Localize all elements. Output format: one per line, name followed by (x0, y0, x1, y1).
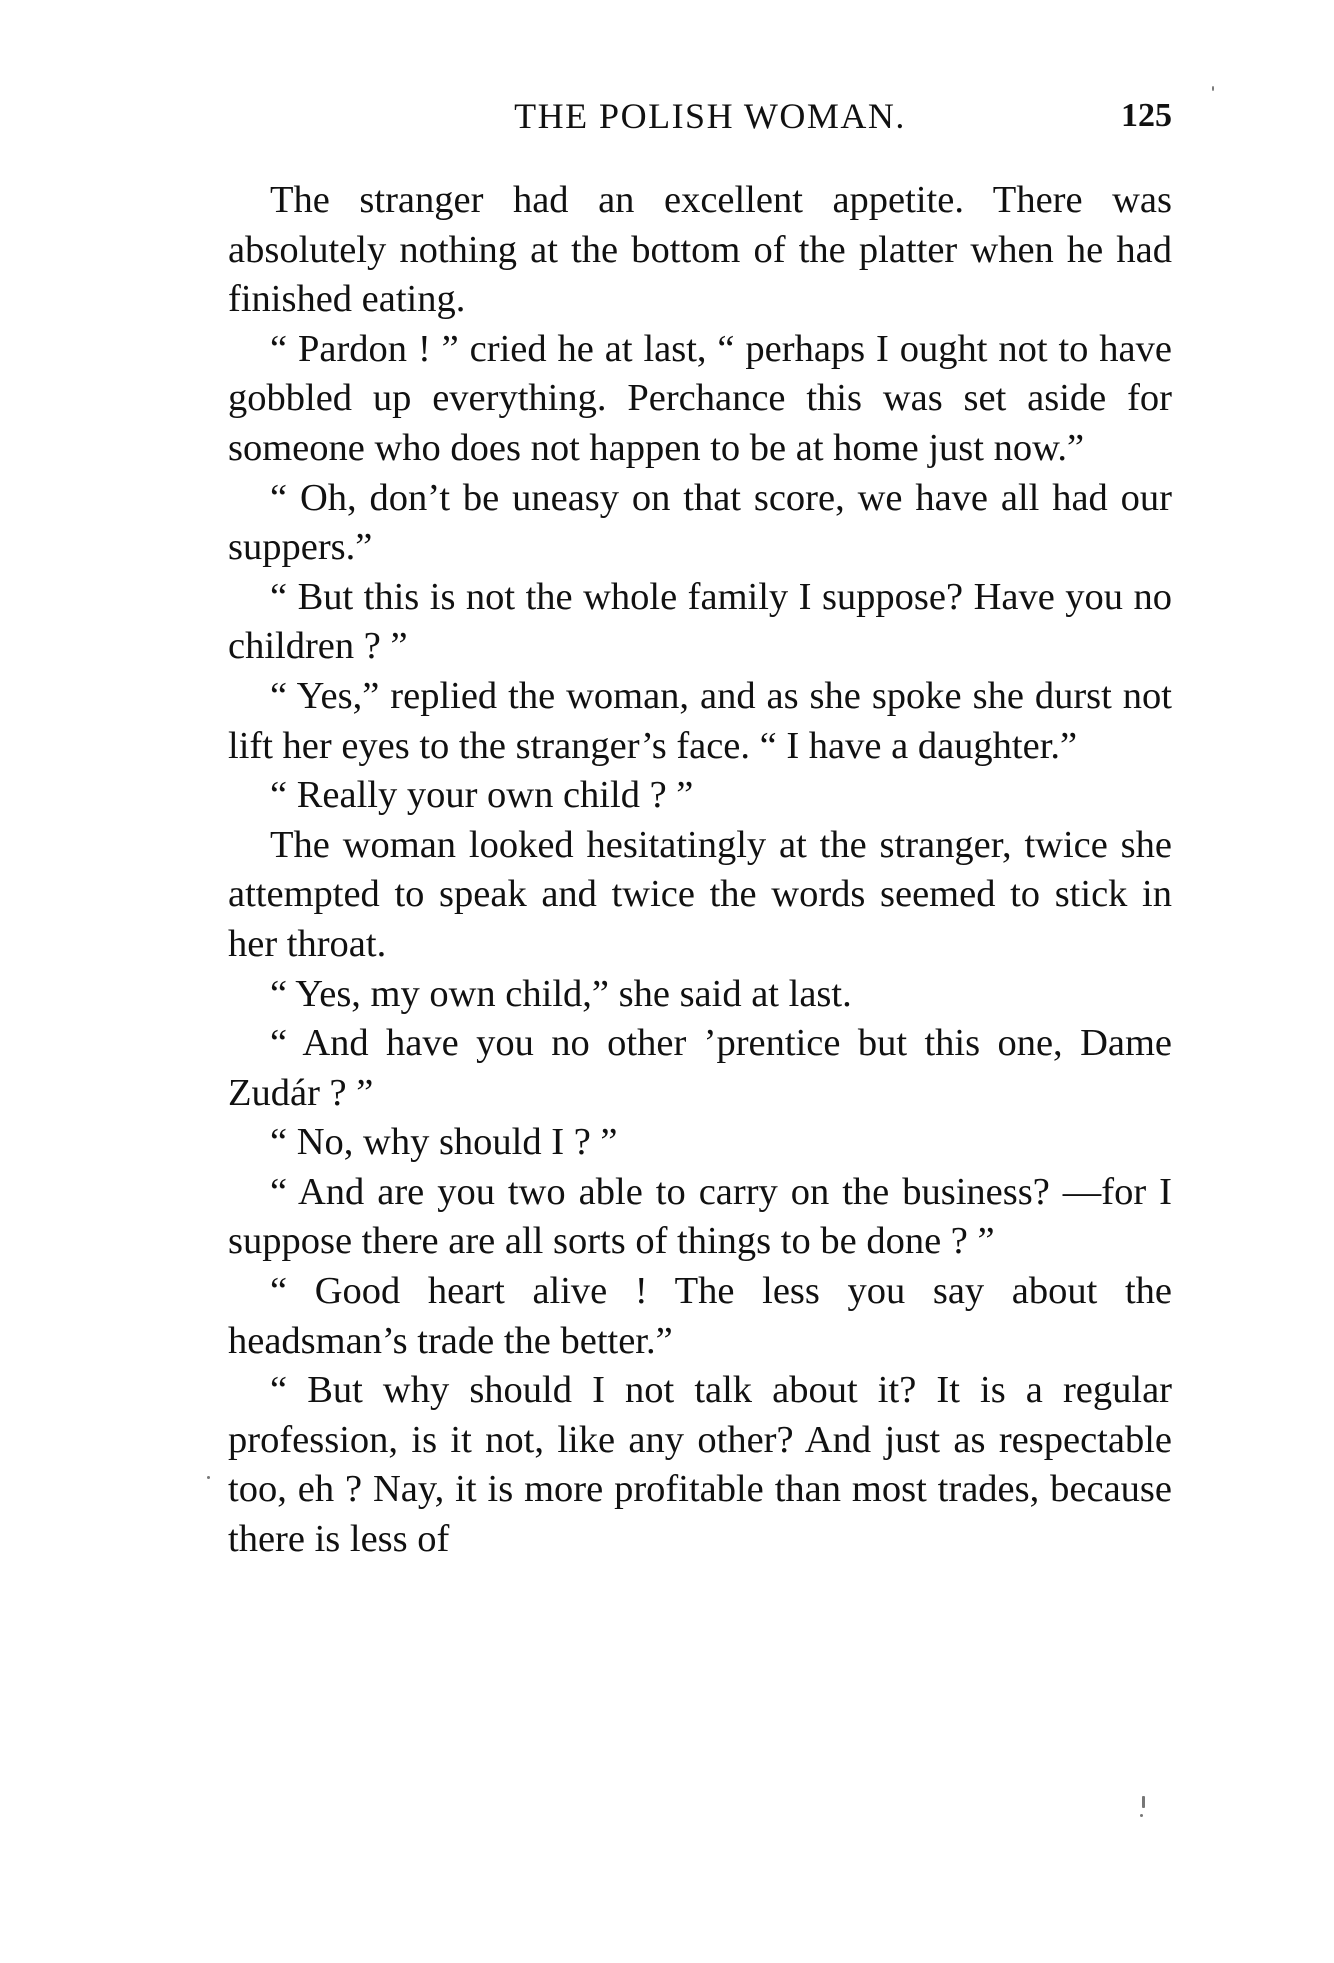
paragraph: The stranger had an excellent appetite. There was absolutely nothing at the bottom of the platter when he had finished eating. (228, 179, 1172, 321)
paragraph: “ But this is not the whole family I suppose? Have you no children ? ” (228, 575, 1172, 668)
scan-speck (207, 1476, 210, 1479)
paragraph: “ Pardon ! ” cried he at last, “ perhaps I ought not to have gobbled up everything. Perchance this was set aside for someone who does not happen to be at home just now.” (228, 327, 1172, 469)
paragraph: “ Really your own child ? ” (270, 774, 694, 817)
paragraph: “ Oh, don’t be uneasy on that score, we have all had our suppers.” (228, 476, 1172, 569)
body-text (228, 176, 1172, 1565)
paragraph: “ And have you no other ’prentice but this one, Dame Zudár ? ” (228, 1022, 1172, 1114)
paragraph: The woman looked hesitatingly at the stranger, twice she attempted to speak and twice the words seemed to stick in her throat. (228, 823, 1172, 965)
page-number: 125 (1121, 97, 1172, 134)
paragraph: “ Yes,” replied the woman, and as she spoke she durst not lift her eyes to the stranger’s face. “ I have a daughter.” (228, 674, 1172, 767)
scan-speck (1140, 1814, 1143, 1817)
paragraph: “ Good heart alive ! The less you say about the headsman’s trade the better.” (228, 1270, 1172, 1362)
paragraph: “ No, why should I ? ” (270, 1121, 618, 1164)
running-title: THE POLISH WOMAN. (514, 96, 906, 136)
paragraph: “ And are you two able to carry on the business? —for I suppose there are all sorts of things to be done ? ” (228, 1170, 1172, 1263)
running-head (228, 88, 1172, 144)
paragraph: “ Yes, my own child,” she said at last. (270, 972, 852, 1015)
paragraph: “ But why should I not talk about it? It is a regular profession, is it not, like any other? And just as respectable too, eh ? Nay, it is more profitable than most trades, because there is less of (228, 1369, 1172, 1561)
scan-speck (1212, 86, 1214, 91)
scan-speck (1142, 1796, 1145, 1808)
